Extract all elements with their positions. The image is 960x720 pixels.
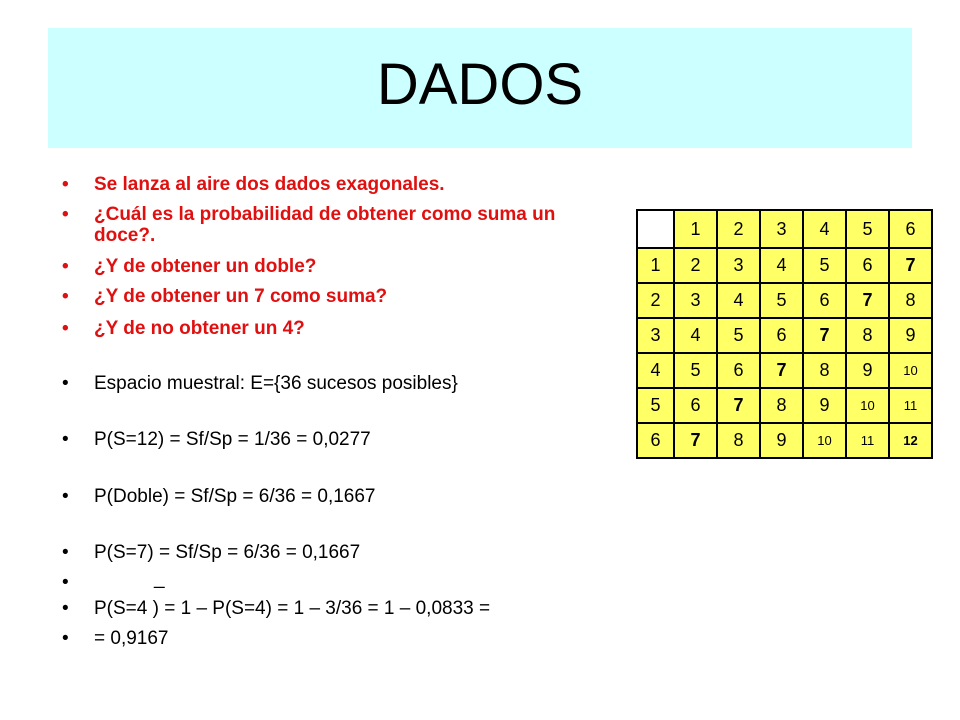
sample-space-text: Espacio muestral: E={36 sucesos posibles}	[94, 373, 458, 394]
sum-cell: 6	[760, 318, 803, 353]
header-cell: 2	[717, 210, 760, 248]
question-text: ¿Y de no obtener un 4?	[94, 318, 305, 339]
bullet-icon: •	[62, 373, 69, 394]
table-row	[637, 318, 932, 353]
row-label: 1	[637, 248, 674, 283]
sum-cell: 5	[674, 353, 717, 388]
row-label: 3	[637, 318, 674, 353]
header-cell: 4	[803, 210, 846, 248]
table-row	[637, 423, 932, 458]
corner-cell	[637, 210, 674, 248]
table-row	[637, 353, 932, 388]
bullet-icon: •	[62, 286, 69, 307]
header-cell: 1	[674, 210, 717, 248]
sum-cell: 7	[674, 423, 717, 458]
sum-cell: 10	[846, 388, 889, 423]
row-label: 4	[637, 353, 674, 388]
sum-cell: 9	[803, 388, 846, 423]
dice-sum-table	[636, 209, 933, 459]
sum-cell: 6	[674, 388, 717, 423]
sum-cell: 10	[889, 353, 932, 388]
sum-cell: 12	[889, 423, 932, 458]
question-text: ¿Y de obtener un doble?	[94, 256, 317, 277]
bullet-icon: •	[62, 572, 69, 593]
bullet-icon: •	[62, 318, 69, 339]
sum-cell: 3	[674, 283, 717, 318]
question-text: Se lanza al aire dos dados exagonales.	[94, 174, 445, 195]
sum-cell: 8	[889, 283, 932, 318]
header-cell: 5	[846, 210, 889, 248]
bullet-icon: •	[62, 542, 69, 563]
sum-cell: 7	[760, 353, 803, 388]
sum-cell: 10	[803, 423, 846, 458]
sum-cell: 9	[760, 423, 803, 458]
sum-cell: 3	[717, 248, 760, 283]
bullet-icon: •	[62, 429, 69, 450]
row-label: 5	[637, 388, 674, 423]
sum-cell: 4	[760, 248, 803, 283]
header-cell: 3	[760, 210, 803, 248]
bullet-icon: •	[62, 598, 69, 619]
row-label: 2	[637, 283, 674, 318]
sum-cell: 7	[717, 388, 760, 423]
sum-cell: 8	[717, 423, 760, 458]
sum-cell: 7	[803, 318, 846, 353]
sum-cell: 2	[674, 248, 717, 283]
header-cell: 6	[889, 210, 932, 248]
bullet-icon: •	[62, 486, 69, 507]
table-header-row	[637, 210, 932, 248]
sum-cell: 9	[846, 353, 889, 388]
prob-not4-text: P(S=4 ) = 1 – P(S=4) = 1 – 3/36 = 1 – 0,0833 =	[94, 598, 491, 619]
prob-sum7-text: P(S=7) = Sf/Sp = 6/36 = 0,1667	[94, 542, 361, 563]
sum-cell: 8	[760, 388, 803, 423]
sum-cell: 9	[889, 318, 932, 353]
sum-cell: 6	[803, 283, 846, 318]
bullet-icon: •	[62, 174, 69, 195]
sum-cell: 8	[846, 318, 889, 353]
bullet-icon: •	[62, 204, 69, 225]
table-row	[637, 283, 932, 318]
sum-cell: 8	[803, 353, 846, 388]
sum-cell: 5	[803, 248, 846, 283]
result-text: = 0,9167	[94, 628, 169, 649]
bullet-icon: •	[62, 256, 69, 277]
question-text: ¿Y de obtener un 7 como suma?	[94, 286, 388, 307]
sum-cell: 11	[846, 423, 889, 458]
prob-sum12-text: P(S=12) = Sf/Sp = 1/36 = 0,0277	[94, 429, 371, 450]
table-row	[637, 388, 932, 423]
prob-double-text: P(Doble) = Sf/Sp = 6/36 = 0,1667	[94, 486, 376, 507]
question-text: ¿Cuál es la probabilidad de obtener como suma un doce?.	[94, 204, 556, 246]
sum-cell: 5	[760, 283, 803, 318]
row-label: 6	[637, 423, 674, 458]
sum-cell: 4	[717, 283, 760, 318]
sum-cell: 6	[717, 353, 760, 388]
slide-title: DADOS	[376, 52, 584, 117]
bullet-icon: •	[62, 628, 69, 649]
sum-cell: 5	[717, 318, 760, 353]
sum-cell: 7	[846, 283, 889, 318]
sum-cell: 7	[889, 248, 932, 283]
table-row	[637, 248, 932, 283]
complement-bar: _	[154, 568, 165, 589]
sum-cell: 11	[889, 388, 932, 423]
sum-cell: 6	[846, 248, 889, 283]
title-band	[48, 28, 912, 148]
sum-cell: 4	[674, 318, 717, 353]
